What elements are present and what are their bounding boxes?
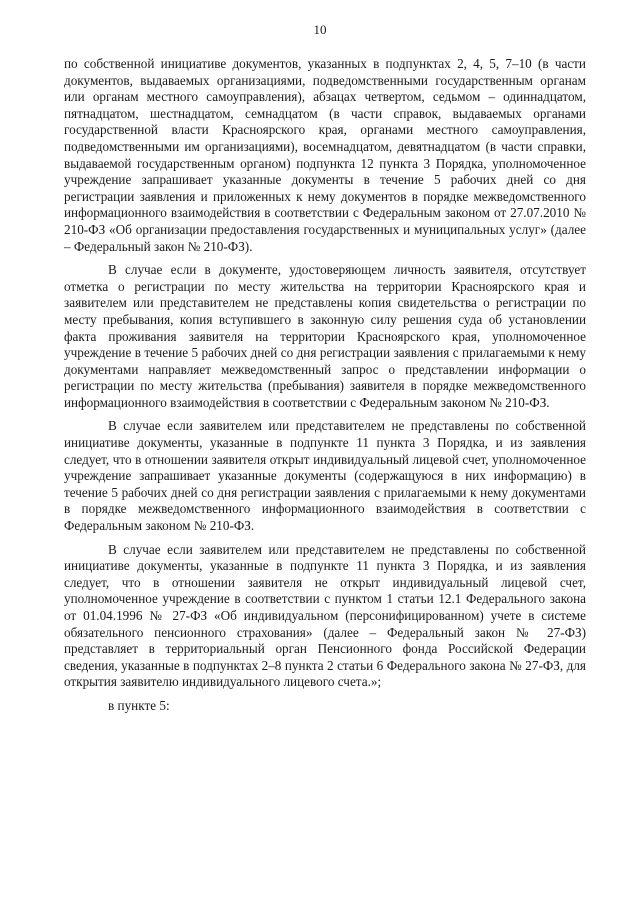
paragraph: в пункте 5: <box>108 697 170 713</box>
paragraph: В случае если в документе, удостоверяющем личность заявителя, отсутствует отметка о регистрации по месту жительства на территории Красноярского края и заявителем или представителем не представлены копия свидетельства о регистрации по месту пребывания, копия вступившего в законную силу решения суда об установлении факта проживания заявителя на территории Красноярского края, уполномоченное учреждение в течение 5 рабочих дней со дня регистрации заявления с прилагаемыми к нему документами направляет межведомственный запрос о представлении информации о регистрации по месту жительства (пребывания) заявителя в порядке межведомственного информационного взаимодействия в соответствии с Федеральным законом № 210-ФЗ. <box>64 262 586 410</box>
paragraph: В случае если заявителем или представителем не представлены по собственной инициативе документы, указанные в подпункте 11 пункта 3 Порядка, и из заявления следует, что в отношении заявителя открыт индивидуальный лицевой счет, уполномоченное учреждение запрашивает указанные документы (содержащуюся в них информацию) в течение 5 рабочих дней со дня регистрации заявления с прилагаемыми к нему документами в порядке межведомственного информационного взаимодействия в соответствии с Федеральным законом № 210-ФЗ. <box>64 418 586 534</box>
page-number: 10 <box>313 22 327 37</box>
paragraph: В случае если заявителем или представителем не представлены по собственной инициативе документы, указанные в подпункте 11 пункта 3 Порядка, и из заявления следует, что в отношении заявителя не открыт индивидуальный лицевой счет, уполномоченное учреждение в соответствии с пунктом 1 статьи 12.1 Федерального закона от 01.04.1996 № 27-ФЗ «Об индивидуальном (персонифицированном) учете в системе обязательного пенсионного страхования» (далее – Федеральный закон № 27-ФЗ) представляет в территориальный орган Пенсионного фонда Российской Федерации сведения, указанные в подпунктах 2–8 пункта 2 статьи 6 Федерального закона № 27-ФЗ, для открытия заявителю индивидуального лицевого счета.»; <box>64 541 586 690</box>
paragraph-continued: по собственной инициативе документов, указанных в подпунктах 2, 4, 5, 7–10 (в части документов, выдаваемых организациями, подведомственными государственным органам или органам местного самоуправления), абзацах четвертом, седьмом – одиннадцатом, пятнадцатом, шестнадцатом, семнадцатом (в части справок, выдаваемых органами государственной власти Красноярского края, органами местного самоуправления, подведомственными им организациями), восемнадцатом, девятнадцатом (в части справки, выдаваемой государственным органом) подпункта 12 пункта 3 Порядка, уполномоченное учреждение запрашивает указанные документы в течение 5 рабочих дней со дня регистрации заявления и приложенных к нему документов в порядке межведомственного информационного взаимодействия в соответствии с Федеральным законом от 27.07.2010 № 210-ФЗ «Об организации предоставления государственных и муниципальных услуг» (далее – Федеральный закон № 210-ФЗ). <box>64 56 586 254</box>
document-body <box>64 56 586 722</box>
